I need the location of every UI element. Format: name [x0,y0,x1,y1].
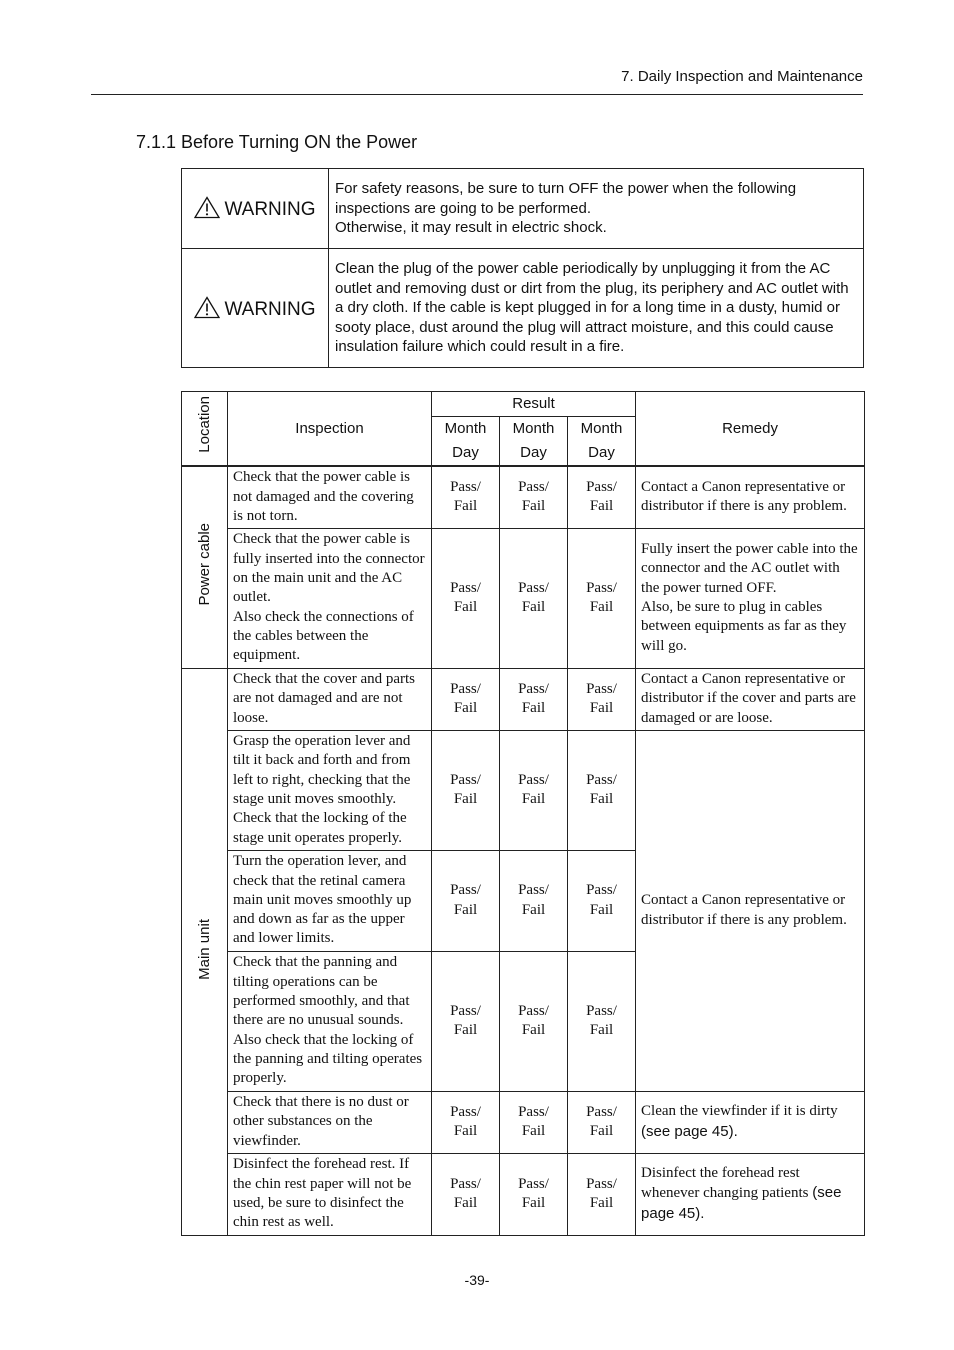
remedy-text: Contact a Canon representative or distributor if there is any problem. [636,466,865,528]
location-power-cable: Power cable [182,466,228,668]
remedy-text: Contact a Canon representative or distributor if there is any problem. [636,730,865,1091]
inspection-text: Check that the power cable is fully inserted into the connector on the main unit and the AC outlet. Also check the connections of the cables between the equipment. [228,528,432,668]
pass-fail-cell: Pass/ Fail [432,1091,500,1153]
remedy-page-ref: (see page 45). [641,1122,738,1140]
table-row [182,668,865,730]
pass-fail-cell: Pass/ Fail [432,466,500,528]
table-row [182,466,865,528]
section-title: 7.1.1 Before Turning ON the Power [136,132,418,152]
inspection-text: Disinfect the forehead rest. If the chin rest paper will not be used, be sure to disinfect the chin rest as well. [228,1153,432,1235]
inspection-text: Check that there is no dust or other substances on the viewfinder. [228,1091,432,1153]
pass-fail-cell: Pass/ Fail [500,528,568,668]
result-header: Result [432,392,636,417]
pass-fail-cell: Pass/ Fail [432,528,500,668]
pass-fail-cell: Pass/ Fail [568,850,636,951]
location-header: Location [182,392,228,467]
pass-fail-cell: Pass/ Fail [568,730,636,850]
remedy-text: Fully insert the power cable into the connector and the AC outlet with the power turned OFF. Also, be sure to plug in cables between equipments as far as they will go. [636,528,865,668]
pass-fail-cell: Pass/ Fail [432,668,500,730]
warning-row [182,169,864,249]
pass-fail-cell: Pass/ Fail [432,1153,500,1235]
pass-fail-cell: Pass/ Fail [568,466,636,528]
pass-fail-cell: Pass/ Fail [568,528,636,668]
inspection-text: Check that the power cable is not damaged and the covering is not torn. [228,466,432,528]
inspection-text: Check that the cover and parts are not damaged and are not loose. [228,668,432,730]
remedy-text: Disinfect the forehead rest whenever changing patients (see page 45). [636,1153,865,1235]
pass-fail-cell: Pass/ Fail [500,951,568,1091]
location-main-unit: Main unit [182,668,228,1235]
inspection-text: Turn the operation lever, and check that the retinal camera main unit moves smoothly up and down as far as the upper and lower limits. [228,850,432,951]
remedy-header: Remedy [636,392,865,467]
warning-text: For safety reasons, be sure to turn OFF the power when the following inspections are going to be performed. Otherwise, it may result in electric shock. [329,169,864,249]
warning-label-cell [182,249,329,368]
page-number: -39- [464,1272,490,1288]
table-row [182,1153,865,1235]
inspection-table [181,391,865,1236]
pass-fail-cell: Pass/ Fail [500,668,568,730]
pass-fail-cell: Pass/ Fail [500,466,568,528]
warning-label: WARNING [224,298,316,320]
warning-text: Clean the plug of the power cable periodically by unplugging it from the AC outlet and removing dust or dirt from the plug, its periphery and AC outlet with a dry cloth. If the cable is kept plugged in for a long time in a dusty, humid or sooty place, dust around the plug will attract moisture, and this could cause insulation failure which could result in a fire. [329,249,864,368]
pass-fail-cell: Pass/ Fail [432,850,500,951]
pass-fail-cell: Pass/ Fail [432,730,500,850]
chapter-header: 7. Daily Inspection and Maintenance [621,68,863,85]
day-header: Day [432,441,500,466]
remedy-text: Contact a Canon representative or distributor if the cover and parts are damaged or are loose. [636,668,865,730]
pass-fail-cell: Pass/ Fail [432,951,500,1091]
month-header: Month [432,417,500,442]
inspection-text: Grasp the operation lever and tilt it back and forth and from left to right, checking that the stage unit moves smoothly. Check that the locking of the stage unit operates properly. [228,730,432,850]
warning-label-cell [182,169,329,249]
warning-triangle-icon [194,196,220,219]
month-header: Month [500,417,568,442]
pass-fail-cell: Pass/ Fail [568,668,636,730]
inspection-header: Inspection [228,392,432,467]
table-row [182,528,865,668]
month-header: Month [568,417,636,442]
header-row [182,392,865,417]
day-header: Day [500,441,568,466]
pass-fail-cell: Pass/ Fail [500,850,568,951]
warning-triangle-icon [194,296,220,319]
remedy-page-ref: (see page 45). [641,1184,842,1222]
table-row [182,730,865,850]
pass-fail-cell: Pass/ Fail [568,1153,636,1235]
warning-table [181,168,864,368]
inspection-text: Check that the panning and tilting operations can be performed smoothly, and that there are no unusual sounds. Also check that the locking of the panning and tilting operates properly. [228,951,432,1091]
table-row [182,1091,865,1153]
pass-fail-cell: Pass/ Fail [568,1091,636,1153]
pass-fail-cell: Pass/ Fail [568,951,636,1091]
warning-label: WARNING [224,199,316,220]
remedy-text: Clean the viewfinder if it is dirty (see page 45). [636,1091,865,1153]
pass-fail-cell: Pass/ Fail [500,730,568,850]
pass-fail-cell: Pass/ Fail [500,1153,568,1235]
header-divider [91,94,863,95]
warning-row [182,249,864,368]
pass-fail-cell: Pass/ Fail [500,1091,568,1153]
day-header: Day [568,441,636,466]
